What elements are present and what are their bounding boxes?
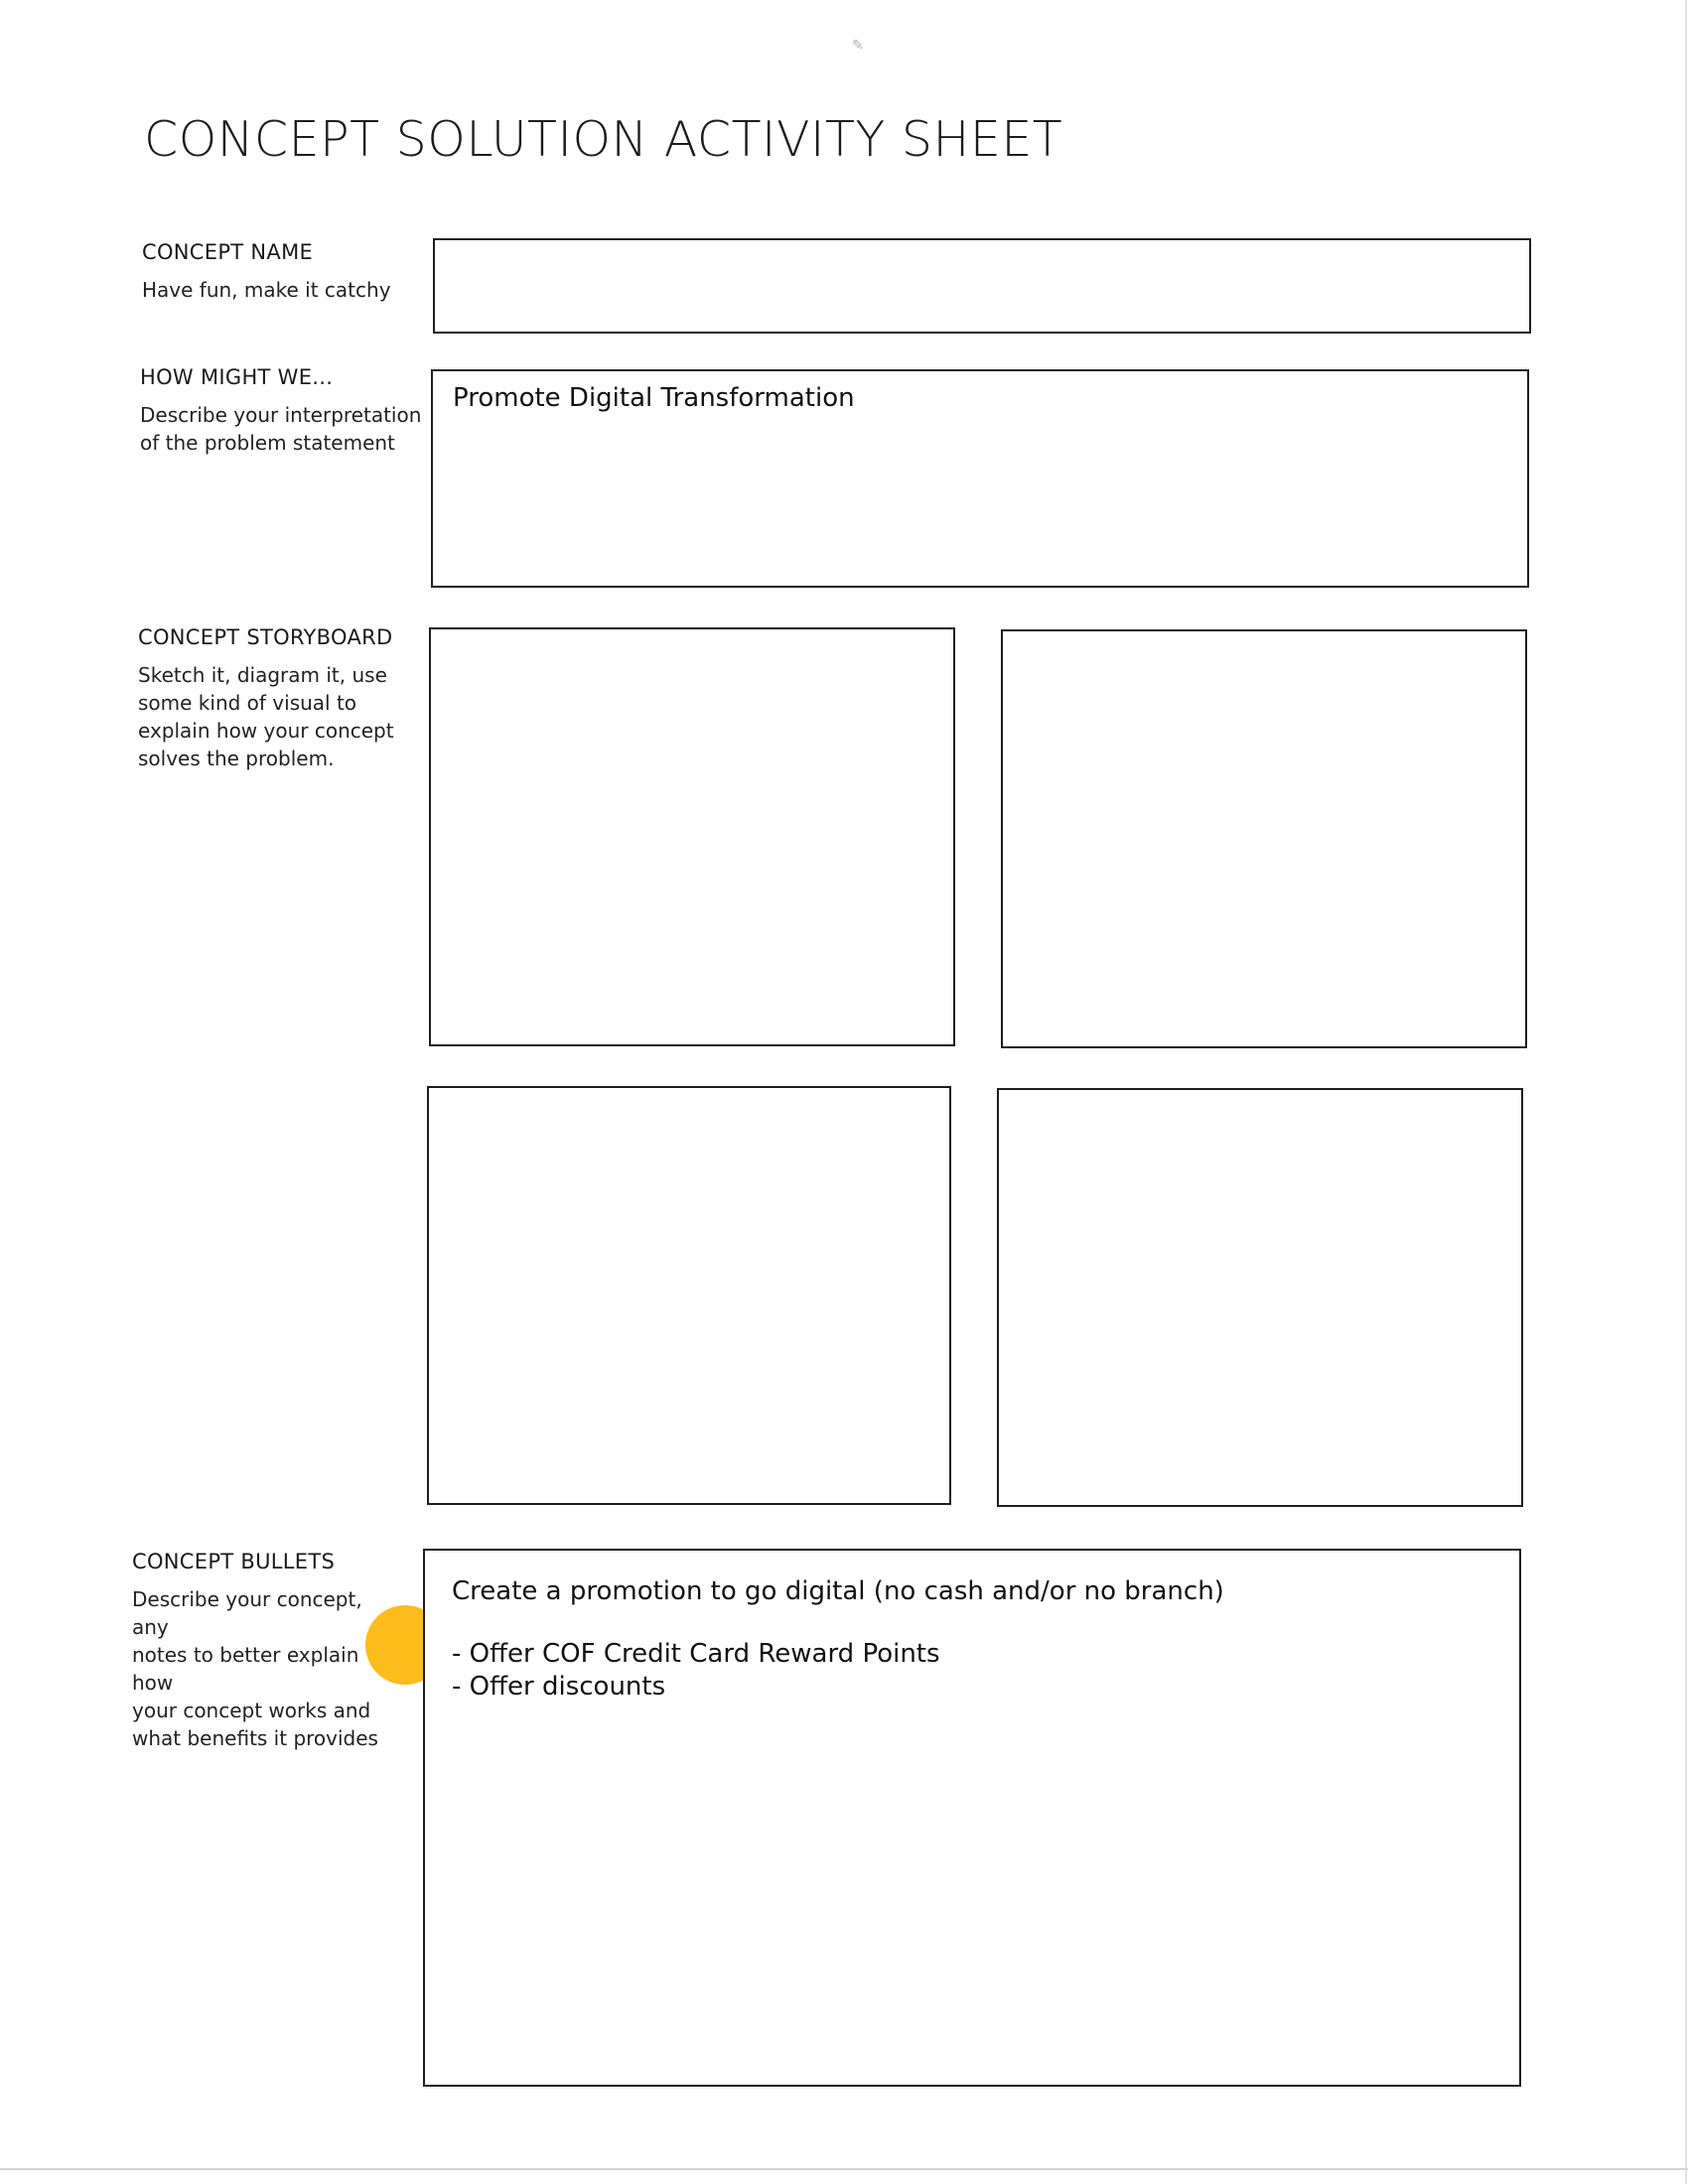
bullets-help-line: what benefits it provides [132, 1726, 378, 1750]
bullets-help-line: Describe your concept, any [132, 1587, 362, 1639]
scan-mark-icon: ✎ [852, 38, 864, 54]
page-title: CONCEPT SOLUTION ACTIVITY SHEET [144, 111, 1063, 168]
bullets-heading: Create a promotion to go digital (no cash and/or no branch) [452, 1576, 1224, 1606]
how-might-we-help-line: Describe your interpretation [140, 403, 422, 427]
bullets-help-line: notes to better explain how [132, 1643, 359, 1695]
storyboard-help-line: some kind of visual to [138, 691, 357, 715]
storyboard-help-line: explain how your concept [138, 719, 394, 743]
storyboard-panel-4[interactable] [997, 1088, 1523, 1507]
bullets-label: CONCEPT BULLETS [132, 1550, 336, 1573]
how-might-we-label: HOW MIGHT WE... [140, 365, 334, 389]
bullet-list [452, 1638, 940, 1704]
how-might-we-field[interactable] [431, 369, 1529, 588]
bullet-item: - Offer discounts [452, 1672, 666, 1702]
storyboard-panel-1[interactable] [429, 627, 955, 1046]
storyboard-help-line: Sketch it, diagram it, use [138, 663, 387, 687]
concept-name-label: CONCEPT NAME [142, 240, 314, 264]
storyboard-panel-2[interactable] [1001, 629, 1527, 1048]
how-might-we-value: Promote Digital Transformation [453, 383, 855, 413]
page-bottom-edge [0, 2168, 1688, 2170]
bullets-help [132, 1585, 400, 1752]
concept-name-help: Have fun, make it catchy [142, 278, 391, 302]
bullets-help-line: your concept works and [132, 1699, 371, 1722]
storyboard-label: CONCEPT STORYBOARD [138, 625, 393, 649]
storyboard-panel-3[interactable] [427, 1086, 951, 1505]
bullets-field[interactable] [423, 1549, 1521, 2087]
storyboard-help [138, 661, 406, 772]
how-might-we-help-line: of the problem statement [140, 431, 395, 455]
bullet-item: - Offer COF Credit Card Reward Points [452, 1639, 940, 1669]
how-might-we-help [140, 401, 438, 457]
storyboard-help-line: solves the problem. [138, 747, 335, 770]
page-edge [1685, 0, 1687, 2184]
concept-name-field[interactable] [433, 238, 1531, 334]
